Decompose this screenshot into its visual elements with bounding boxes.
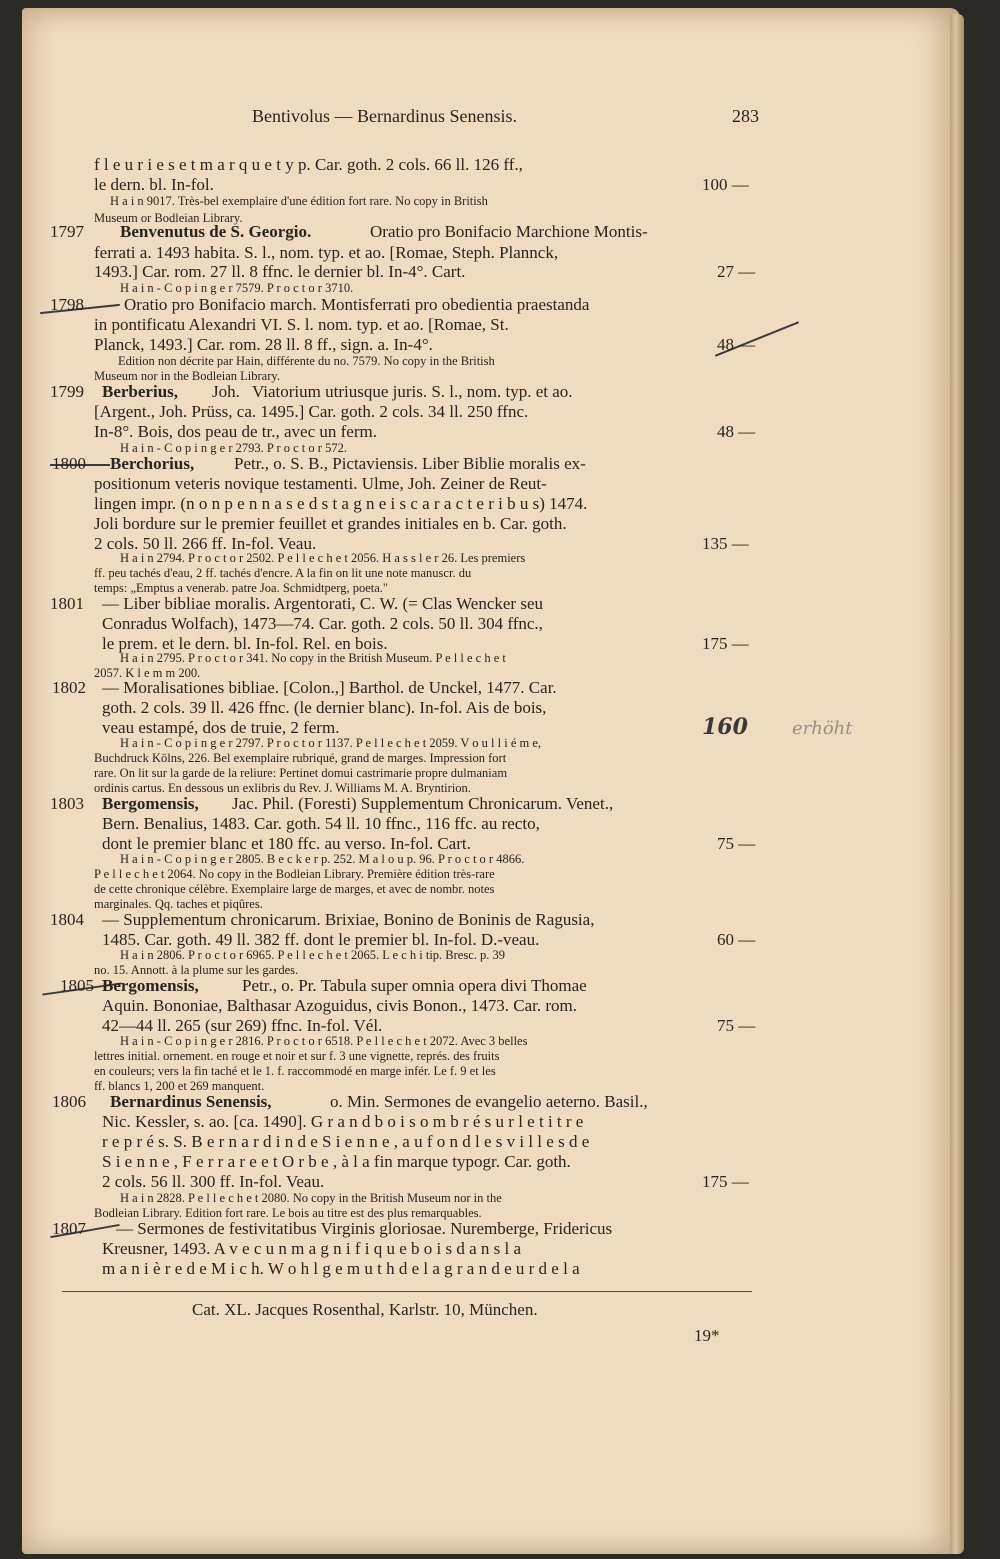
entry-text-line: goth. 2 cols. 39 ll. 426 ffnc. (le dernier blanc). In-fol. Ais de bois, — [102, 698, 547, 717]
lot-number: 1797 — [50, 222, 84, 241]
reference-note: H a i n 2794. P r o c t o r 2502. P e l l e c h e t 2056. H a s s l e r 26. Les premiers — [120, 551, 526, 565]
entry-text-line: ferrati a. 1493 habita. S. l., nom. typ. et ao. [Romae, Steph. Plannck, — [94, 243, 559, 262]
reference-note: H a i n 2828. P e l l e c h e t 2080. No copy in the British Museum nor in the — [120, 1191, 502, 1205]
entry-text-line: Bern. Benalius, 1483. Car. goth. 54 ll. 10 ffnc., 116 ffc. au recto, — [102, 814, 540, 833]
lot-price: 75 — — [717, 1016, 756, 1035]
reference-note: H a i n - C o p i n g e r 7579. P r o c t o r 3710. — [120, 281, 354, 295]
lot-price: 175 — — [702, 1172, 749, 1191]
entry-text-line: Joli bordure sur le premier feuillet et grandes initiales en b. Car. goth. — [94, 514, 567, 533]
entry-text-line: In-8°. Bois, dos peau de tr., avec un ferm. — [94, 422, 377, 441]
reference-note: H a i n - C o p i n g e r 2805. B e c k e r p. 252. M a l o u p. 96. P r o c t o r 4866. — [120, 852, 525, 866]
entry-text-line: Jac. Phil. (Foresti) Supplementum Chronicarum. Venet., — [232, 794, 614, 813]
signature-mark: 19* — [694, 1326, 720, 1345]
entry-text-line: le prem. et le dern. bl. In-fol. Rel. en bois. — [102, 634, 388, 653]
page-number: 283 — [732, 106, 759, 126]
entry-text-line: Oratio pro Bonifacio march. Montisferrati pro obedientia praestanda — [124, 295, 590, 314]
lot-number: 1801 — [50, 594, 84, 613]
entry-text-line: Planck, 1493.] Car. rom. 28 ll. 8 ff., sign. a. In-4°. — [94, 335, 433, 354]
entry-text-line: r e p r é s. S. B e r n a r d i n d e S i e n n e , a u f o n d l e s v i l l e s d e — [102, 1132, 590, 1151]
lot-number: 1806 — [52, 1092, 86, 1111]
lot-number: 1798 — [50, 295, 84, 314]
reference-note: de cette chronique célèbre. Exemplaire large de marges, et avec de nombr. notes — [94, 882, 495, 896]
entry-author-heading: Benvenutus de S. Georgio. — [120, 222, 312, 241]
lot-number: 1804 — [50, 910, 84, 929]
reference-note: Museum or Bodleian Library. — [94, 211, 243, 225]
reference-note: no. 15. Annott. à la plume sur les gardes. — [94, 963, 299, 977]
reference-note: Edition non décrite par Hain, différente du no. 7579. No copy in the British — [118, 354, 495, 368]
reference-note: ff. peu tachés d'eau, 2 ff. tachés d'encre. A la fin on lit une note manuscr. du — [94, 566, 472, 580]
lot-number: 1800 — [52, 454, 86, 473]
reference-note: rare. On lit sur la garde de la reliure: Pertinet domui castrimarie propre dulmaniam — [94, 766, 508, 780]
reference-note: H a i n - C o p i n g e r 2793. P r o c t o r 572. — [120, 441, 347, 455]
lot-price: 27 — — [717, 262, 756, 281]
page-content — [22, 8, 960, 1554]
entry-text-line: Viatorium utriusque juris. S. l., nom. typ. et ao. — [252, 382, 573, 401]
entry-author-heading: Berberius, — [102, 382, 179, 401]
lot-number: 1803 — [50, 794, 84, 813]
reference-note: Bodleian Library. Edition fort rare. Le bois au titre est des plus remarquables. — [94, 1206, 482, 1220]
entry-text-line: veau estampé, dos de truie, 2 ferm. — [102, 718, 340, 737]
reference-note: H a i n 9017. Très-bel exemplaire d'une édition fort rare. No copy in British — [110, 194, 488, 208]
entry-text-line: — Sermones de festivitatibus Virginis gloriosae. Nuremberge, Fridericus — [116, 1219, 613, 1238]
entry-text-line: Conradus Wolfach), 1473—74. Car. goth. 2 cols. 50 ll. 304 ffnc., — [102, 614, 543, 633]
entry-text-line: o. Min. Sermones de evangelio aeterno. Basil., — [330, 1092, 648, 1111]
reference-note: Museum nor in the Bodleian Library. — [94, 369, 280, 383]
reference-note: en couleurs; vers la fin taché et le 1. f. raccommodé en marge infér. Le f. 9 et les — [94, 1064, 496, 1078]
lot-price: 60 — — [717, 930, 756, 949]
lot-price: 48 — — [717, 335, 756, 354]
entry-text-line: in pontificatu Alexandri VI. S. l. nom. typ. et ao. [Romae, St. — [94, 315, 509, 334]
entry-text-line: [Argent., Joh. Prüss, ca. 1495.] Car. goth. 2 cols. 34 ll. 250 ffnc. — [94, 402, 529, 421]
reference-note: marginales. Qq. taches et piqûres. — [94, 897, 263, 911]
footer-imprint: Cat. XL. Jacques Rosenthal, Karlstr. 10, München. — [192, 1300, 538, 1319]
entry-text-line: — Supplementum chronicarum. Brixiae, Bonino de Boninis de Ragusia, — [102, 910, 595, 929]
reference-note: H a i n - C o p i n g e r 2816. P r o c t o r 6518. P e l l e c h e t 2072. Avec 3 belles — [120, 1034, 528, 1048]
entry-text-line: positionum veteris novique testamenti. Ulme, Joh. Zeiner de Reut- — [94, 474, 547, 493]
handwritten-price-160: 160 — [702, 714, 748, 740]
entry-author-heading: Bergomensis, — [102, 794, 199, 813]
entry-text-line: — Moralisationes bibliae. [Colon.,] Barthol. de Unckel, 1477. Car. — [102, 678, 557, 697]
entry-text-line: m a n i è r e d e M i c h. W o h l g e m u t h d e l a g r a n d e u r d e l a — [102, 1259, 580, 1278]
lot-number: 1799 — [50, 382, 84, 401]
entry-text-line: dont le premier blanc et 180 ffc. au verso. In-fol. Cart. — [102, 834, 471, 853]
entry-text-line: 2 cols. 50 ll. 266 ff. In-fol. Veau. — [94, 534, 317, 553]
entry-text-line: 2 cols. 56 ll. 300 ff. In-fol. Veau. — [102, 1172, 325, 1191]
entry-text-line: — Liber bibliae moralis. Argentorati, C. W. (= Clas Wencker seu — [102, 594, 544, 613]
lot-price: 48 — — [717, 422, 756, 441]
lot-price: 135 — — [702, 534, 749, 553]
entry-author-heading: Berchorius, — [110, 454, 195, 473]
lot-number: 1802 — [52, 678, 86, 697]
reference-note: P e l l e c h e t 2064. No copy in the Bodleian Library. Première édition très-rare — [94, 867, 495, 881]
entry-text-line: Petr., o. Pr. Tabula super omnia opera divi Thomae — [242, 976, 587, 995]
entry-text-line: lingen impr. (n o n p e n n a s e d s t a g n e i s c a r a c t e r i b u s) 1474. — [94, 494, 588, 513]
lot-price: 75 — — [717, 834, 756, 853]
reference-note: H a i n - C o p i n g e r 2797. P r o c t o r 1137. P e l l e c h e t 2059. V o u l l i é m e, — [120, 736, 542, 750]
entry-text-line: 1493.] Car. rom. 27 ll. 8 ffnc. le dernier bl. In-4°. Cart. — [94, 262, 466, 281]
entry-author-heading: Joh. — [212, 382, 240, 401]
entry-text-line: Petr., o. S. B., Pictaviensis. Liber Biblie moralis ex- — [234, 454, 586, 473]
entry-author-heading: Bergomensis, — [102, 976, 199, 995]
entry-author-heading: Bernardinus Senensis, — [110, 1092, 272, 1111]
entry-text-line: S i e n n e , F e r r a r e e t O r b e , à l a fin marque typogr. Car. goth. — [102, 1152, 571, 1171]
catalog-page — [22, 8, 960, 1554]
lot-price: 100 — — [702, 175, 749, 194]
reference-note: ordinis cartus. En dessous un exlibris du Rev. J. Williams M. A. Bryntirion. — [94, 781, 471, 795]
entry-text-line: le dern. bl. In-fol. — [94, 175, 214, 194]
reference-note: H a i n 2806. P r o c t o r 6965. P e l l e c h e t 2065. L e c h i tip. Bresc. p. 39 — [120, 948, 506, 962]
reference-note: Buchdruck Kölns, 226. Bel exemplaire rubriqué, grand de marges. Impression fort — [94, 751, 507, 765]
entry-text-line: Nic. Kessler, s. ao. [ca. 1490]. G r a n d b o i s o m b r é s u r l e t i t r e — [102, 1112, 584, 1131]
lot-number: 1805 — [60, 976, 94, 995]
entry-text-line: 42—44 ll. 265 (sur 269) ffnc. In-fol. Vél. — [102, 1016, 383, 1035]
reference-note: 2057. K l e m m 200. — [94, 666, 201, 680]
entry-text-line: f l e u r i e s e t m a r q u e t y p. Car. goth. 2 cols. 66 ll. 126 ff., — [94, 155, 523, 174]
lot-price: 175 — — [702, 634, 749, 653]
handwritten-note-erhoeht: erhöht — [792, 718, 853, 739]
entry-text-line: Aquin. Bononiae, Balthasar Azoguidus, civis Bonon., 1473. Car. rom. — [102, 996, 578, 1015]
reference-note: ff. blancs 1, 200 et 269 manquent. — [94, 1079, 265, 1093]
reference-note: H a i n 2795. P r o c t o r 341. No copy in the British Museum. P e l l e c h e t — [120, 651, 506, 665]
lot-number: 1807 — [52, 1219, 86, 1238]
footer-rule — [62, 1291, 752, 1292]
reference-note: temps: „Emptus a venerab. patre Joa. Schmidtperg, poeta." — [94, 581, 389, 595]
entry-text-line: Kreusner, 1493. A v e c u n m a g n i f i q u e b o i s d a n s l a — [102, 1239, 522, 1258]
running-header: Bentivolus — Bernardinus Senensis. — [252, 106, 517, 126]
page-edge — [950, 14, 964, 1554]
reference-note: lettres initial. ornement. en rouge et noir et sur f. 3 une vignette, représ. des fruits — [94, 1049, 500, 1063]
entry-text-line: 1485. Car. goth. 49 ll. 382 ff. dont le premier bl. In-fol. D.-veau. — [102, 930, 540, 949]
entry-text-line: Oratio pro Bonifacio Marchione Montis- — [370, 222, 648, 241]
